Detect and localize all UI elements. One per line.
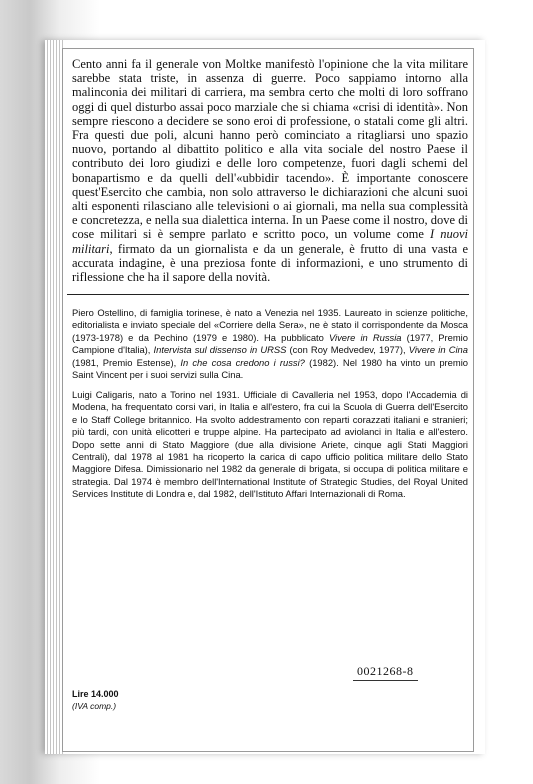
back-cover-panel [62, 48, 474, 752]
bio_ostellino-segment: Piero Ostellino, di famiglia torinese, è nato a Venezia nel 1935. Laureato in scienze politiche, editorialista e inviato speciale del «Corriere della Sera», ne è stato il corrispondente da Mosca (1973-1978) e da Pechino (1979 e 1980). Ha pubblicato [72, 307, 468, 343]
divider [67, 294, 469, 295]
vat-note: (IVA comp.) [72, 701, 117, 711]
synopsis-segment: I nuovi militari [72, 227, 468, 256]
author-bio-caligaris [72, 389, 468, 501]
bio_ostellino-segment: Intervista sul dissenso in URSS [153, 344, 287, 356]
synopsis-segment: , firmato da un giornalista e da un generale, è frutto di una vasta e accurata indagine, è una preziosa fonte di informazioni, e uno strumento di riflessione che ha il sapore della novità. [72, 241, 468, 285]
bio_ostellino-segment: Vivere in Cina [408, 344, 468, 356]
author-bio-ostellino [72, 307, 468, 381]
bio_ostellino-segment: Vivere in Russia [328, 331, 402, 343]
bio_ostellino-segment: (1982). Nel 1980 ha vinto un premio Saint Vincent per i suoi servizi sulla Cina. [72, 356, 468, 381]
bio_ostellino-segment: In che cosa credono i russi? [180, 356, 305, 368]
bio_caligaris-segment: Luigi Caligaris, nato a Torino nel 1931. Ufficiale di Cavalleria nel 1953, dopo l'Accademia di Modena, ha frequentato corsi vari, in Italia e all'estero, fra cui la Scuola di Guerra dell'Esercito e lo Staff College britannico. Ha svolto addestramento con reparti corazzati italiani e stranieri; più tardi, con unità elicotteri e truppe alpine. Ha partecipato ad aviolanci in Italia e all'estero. Dopo sette anni di Stato Maggiore (due alla divisione Ariete, cinque agli Stati Maggiori Centrali), dal 1978 al 1981 ha ricoperto la carica di capo ufficio politica militare dello Stato Maggiore Difesa. Dimissionario nel 1982 da generale di brigata, si occupa di politica militare e strategia. Dal 1974 è membro dell'International Institute of Strategic Studies, del Royal United Services Institute di Londra e, dal 1982, dell'Istituto Affari Internazionali di Roma. [72, 389, 468, 500]
price-label: Lire 14.000 [72, 689, 119, 699]
synopsis-segment: Cento anni fa il generale von Moltke manifestò l'opinione che la vita militare sarebbe stata triste, in assenza di guerre. Poco sappiamo intorno alla malinconia dei militari di carriera, ma sembra certo che molti di loro soffrano oggi di quel disturbo assai poco marziale che si chiama «crisi di identità». Non sempre riescono a decidere se sono eroi di professione, o statali come gli altri. Fra questi due poli, alcuni hanno però cominciato a ritagliarsi uno spazio nuovo, portando al dibattito politico e alla vita sociale del nostro Paese il contributo dei loro giudizi e delle loro competenze, fuori dagli schemi del bonapartismo e da quelli dell'«ubbidir tacendo». È importante conoscere quest'Esercito che cambia, non solo attraverso le dichiarazioni che alcuni suoi alti esponenti rilasciano alle televisioni o ai giornali, ma nella sua complessità e concretezza, e nella sua dialettica interna. In un Paese come il nostro, dove di cose militari si è sempre parlato e scritto poco, un volume come [72, 57, 468, 242]
page-edges [45, 40, 63, 754]
bio_ostellino-segment: (1981, Premio Estense), [72, 356, 181, 368]
isbn-code: 0021268-8 [353, 664, 418, 681]
synopsis-text [72, 57, 468, 284]
bio_ostellino-segment: (1977, Premio Campione d'Italia), [72, 331, 468, 356]
bio_ostellino-segment: (con Roy Medvedev, 1977), [286, 344, 409, 356]
